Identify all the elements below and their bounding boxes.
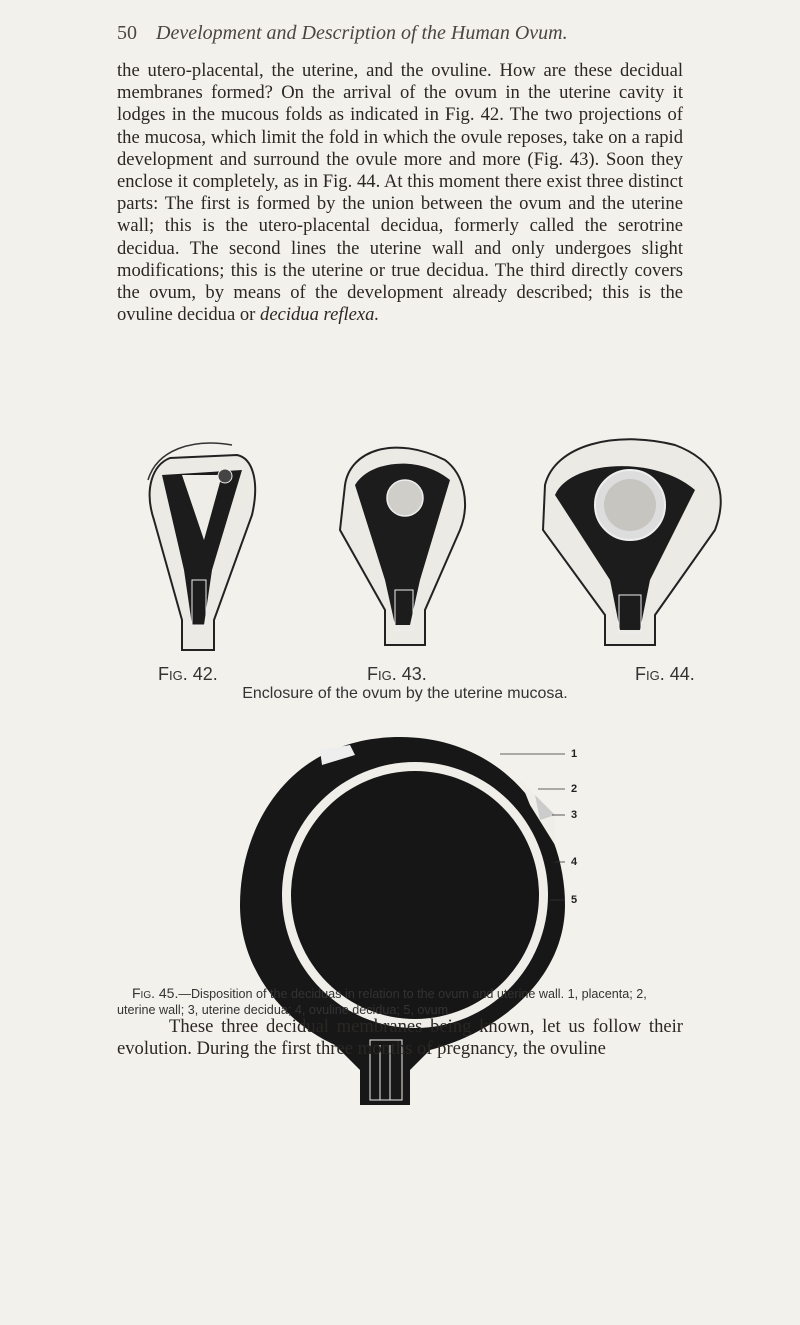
page-number: 50 (117, 22, 137, 44)
fig45-label-2: 2 (571, 783, 578, 795)
fig-45-caption-label: Fig. 45. (132, 985, 179, 1001)
paragraph-evolution: These three decidual membranes being known, let us follow their evolution. During the first three months of pregnancy, the ovuline (117, 1016, 683, 1060)
figure-44-illustration (535, 420, 655, 655)
figure-43-illustration (325, 420, 445, 655)
fig45-label-3: 3 (571, 809, 578, 821)
fig-44-label: Fig. 44. (635, 664, 695, 684)
fig45-label-1: 1 (571, 748, 578, 760)
running-head (117, 22, 677, 45)
figures-42-44-caption: Enclosure of the ovum by the uterine mucosa. (242, 685, 568, 702)
fig-42-label: Fig. 42. (158, 664, 218, 684)
figure-42-illustration (142, 420, 262, 655)
fig-43-label: Fig. 43. (367, 664, 427, 684)
paragraph-main-text: the utero-placental, the uterine, and the ovuline. How are these decidual membranes formed? On the arrival of the ovum in the uterine cavity it lodges in the mucous folds as indicated in Fig. 42. The two projections of the mucosa, which limit the fold in which the ovule reposes, take on a rapid development and surround the ovule more and more (Fig. 43). Soon they enclose it completely, as in Fig. 44. At this moment there exist three distinct parts: The first is formed by the union between the ovum and the uterine wall; this is the utero-placental decidua, formerly called the serotrine decidua. The second lines the uterine wall and only undergoes slight modifications; this is the uterine or true decidua. The third directly covers the ovum, by means of the development already described; this is the ovuline decidua or (117, 60, 683, 326)
figure-45-caption (117, 985, 683, 1018)
running-title: Development and Description of the Human Ovum. (156, 22, 568, 44)
decidua-reflexa-term: decidua reflexa. (260, 304, 380, 326)
fig45-label-5: 5 (571, 894, 578, 906)
fig-45-caption-text: —Disposition of the deciduas in relation to the ovum and uterine wall. 1, placenta; 2, uterine wall; 3, uterine decidua; 4, ovuline decidua; 5, ovum. (117, 987, 647, 1017)
fig45-label-4: 4 (571, 856, 578, 868)
paragraph-decidua-formation (117, 60, 683, 326)
